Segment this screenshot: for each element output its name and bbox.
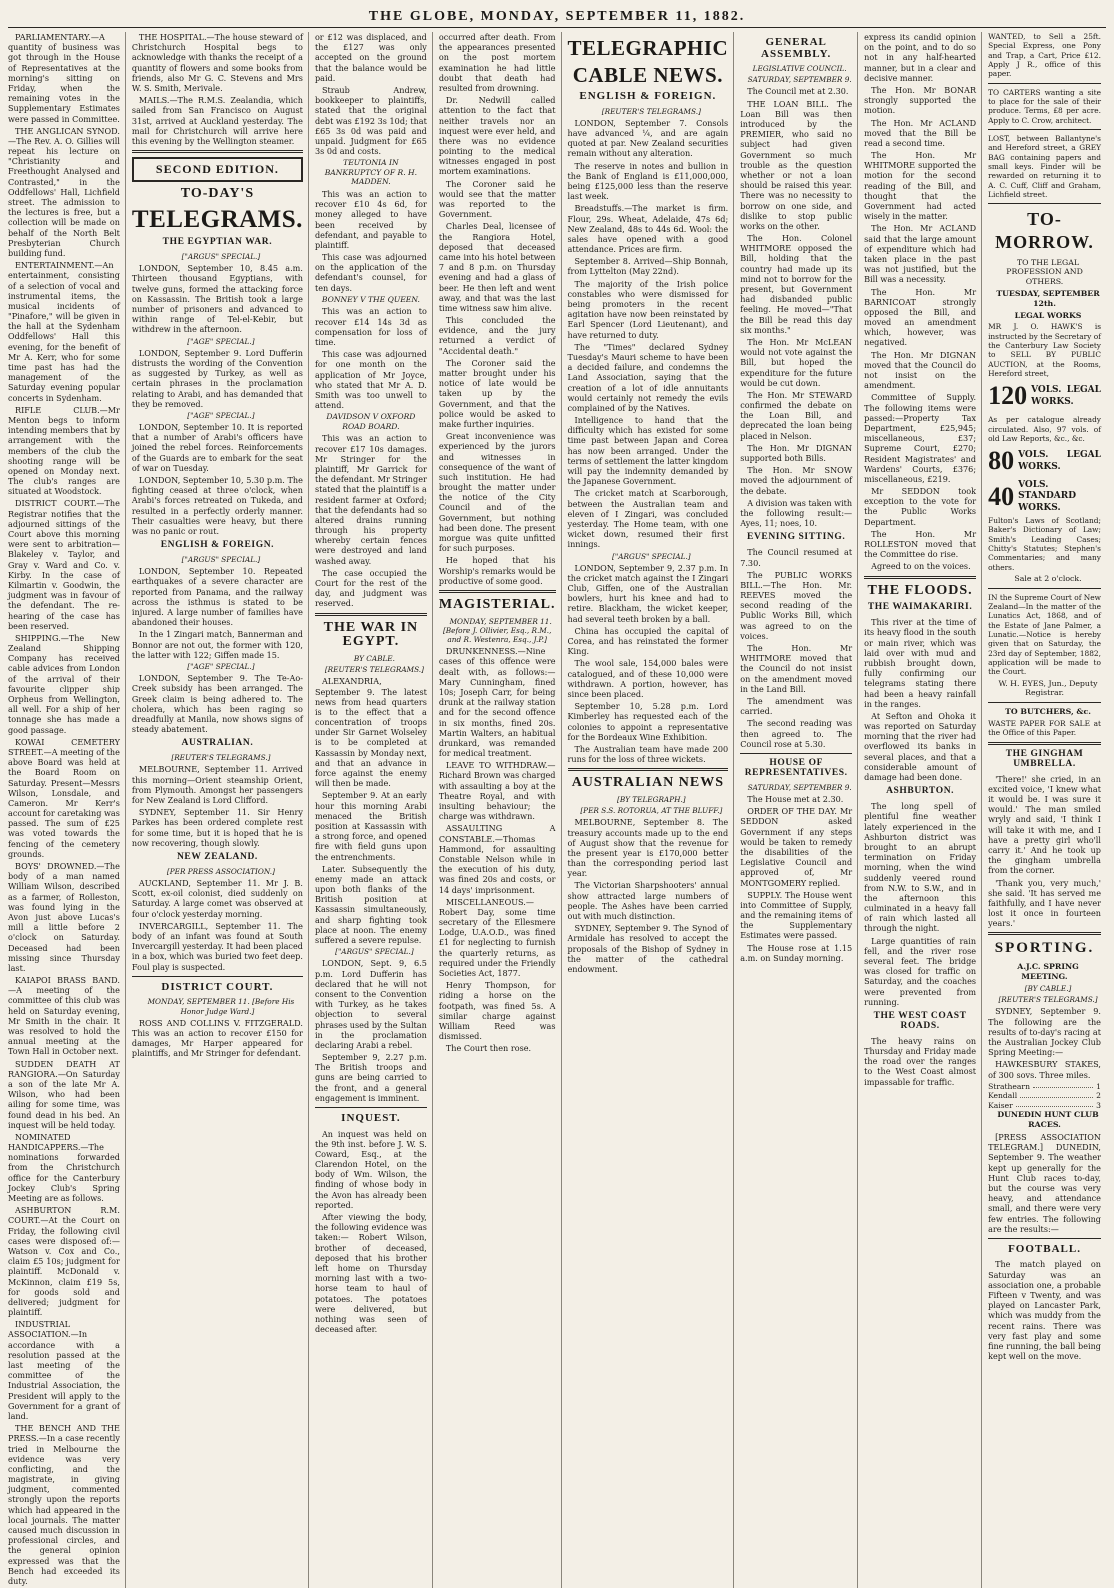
court-subtitle: MONDAY, SEPTEMBER 11. [Before His Honor Judge Ward.] <box>147 997 295 1016</box>
english-foreign-heading: ENGLISH & FOREIGN. <box>160 540 275 551</box>
news-paragraph: Breadstuffs.—The market is firm. Flour, 29s. Wheat, Adelaide, 47s 6d; New Zealand, 48s to 44s 6d. Wool: the sales have opened with a good attendance. Prices are firm. <box>567 203 729 255</box>
news-paragraph: LONDON, September 9, 2.37 p.m. In the cricket match against the I Zingari Club, Giffen, one of the Australian bowlers, hurt his knee and had to retire. Blackham, the wicket keeper, had several teeth broken by a ball. <box>567 562 729 624</box>
news-paragraph: The Council resumed at 7.30. <box>740 547 853 568</box>
news-paragraph: This was an action to recover £17 10s damages. Mr Stringer for the plaintiff, Mr Garrick for the defendant. Mr Stringer stated that the plaintiff is a resident farmer at Oxford; that the defendants had so altered drains running through his property whereby certain fences were destroyed and land washed away. <box>314 433 427 566</box>
news-paragraph: The Hon. Mr ACLAND moved that the Bill be read a second time. <box>864 117 977 148</box>
lot-count: 40 <box>988 481 1015 511</box>
news-paragraph: MELBOURNE, September 11. Arrived this morning—Orient steamship Orient, from Plymouth. Amongst her passengers for New Zealand is Lord Clifford. <box>131 764 303 806</box>
news-paragraph: This was an action to recover £14 14s 3d as compensation for loss of time. <box>314 306 427 347</box>
divider <box>988 588 1101 589</box>
news-paragraph: MISCELLANEOUS.—Robert Day, some time secretary of the Ellesmere Lodge, U.A.O.D., was fined £1 for neglecting to furnish the quarterly returns, as required under the Friendly Societies Act, 1877. <box>438 896 556 978</box>
classified-ad: LOST, between Ballantyne's and Hereford street, a GREY BAG containing papers and small keys. Finder will be rewarded on returning it to A. C. Cuff, Cliff and Graham, Lichfield street. <box>988 133 1101 199</box>
cable-news-heading: CABLE NEWS. <box>572 63 723 88</box>
news-paragraph: LONDON, September 7. Consols have advanced ¼, and are again quoted at par. New Zealand securities remain without any alteration. <box>567 117 729 159</box>
divider <box>988 1238 1101 1239</box>
news-paragraph: [PRESS ASSOCIATION TELEGRAM.] DUNEDIN, September 9. The weather kept up generally for the Hunt Club races to-day, but the course was very heavy, and attendance small, and there were very few entries. The following are the results:— <box>988 1132 1101 1234</box>
divider <box>988 129 1101 130</box>
auction-notice: Fulton's Laws of Scotland; Baker's Dictionary of Law; Smith's Leading Cases; Chitty's Statutes; Stephen's Commentaries; and many others. <box>988 515 1101 572</box>
column-6 <box>740 32 858 1588</box>
evening-sitting-heading: EVENING SITTING. <box>747 532 846 543</box>
news-paragraph: or £12 was displaced, and the £127 was only accepted on the ground that the balance would be paid. <box>314 32 427 83</box>
news-paragraph: NOMINATED HANDICAPPERS.—The nominations forwarded from the Christchurch office for the Canterbury Jockey Club's Spring Meeting are as follows. <box>8 1131 120 1203</box>
news-paragraph: The heavy rains on Thursday and Friday made the road over the ranges to the West Coast almost impassable for traffic. <box>864 1035 977 1087</box>
general-assembly-heading: GENERAL ASSEMBLY. <box>761 36 832 60</box>
news-paragraph: This case was adjourned on the application of the defendant's counsel, for ten days. <box>314 252 427 293</box>
news-paragraph: The House rose at 1.15 a.m. on Sunday morning. <box>740 942 853 963</box>
source-tag: [PER S.S. ROTORUA, AT THE BLUFF.] <box>580 806 723 816</box>
news-paragraph: The Hon. Mr DIGNAN supported both Bills. <box>740 442 853 464</box>
news-paragraph: At Sefton and Ohoka it was reported on Saturday morning that the river had overflowed its banks in several places, and that a considerable amount of damage had been done. <box>864 710 977 783</box>
news-paragraph: Great inconvenience was experienced by the jurors and witnesses in consequence of the want of such institution. He had brought the matter under the notice of the City Council and of the Government, but nothing had been done. The present morgue was quite unfitted for such purposes. <box>438 431 556 554</box>
source-tag: ["AGE" SPECIAL.] <box>187 336 255 346</box>
source-tag: BY CABLE. <box>353 653 395 663</box>
news-paragraph: 'There!' she cried, in an excited voice, 'I knew what it would be. I was sure it would.' The man smiled wryly and said, 'I think I will take it with me, and I have a pretty girl who'll carry it.' And he took up the gingham umbrella from the corner. <box>988 773 1101 876</box>
divider <box>132 976 303 977</box>
lot-label: VOLS. LEGAL WORKS. <box>1018 450 1101 472</box>
news-paragraph: The reserve in notes and bullion in the Bank of England is £11,000,000, being £125,000 less than the reserve last week. <box>567 160 729 202</box>
divider <box>568 768 729 771</box>
magisterial-heading: MAGISTERIAL. <box>438 596 556 612</box>
news-paragraph: SYDNEY, September 9. The Synod of Armidale has resolved to accept the proposals of the Bishop of Sydney in the matter of the cathedral endowment. <box>567 923 729 974</box>
house-of-representatives-heading: HOUSE OF REPRESENTATIVES. <box>744 757 848 778</box>
news-paragraph: The Hon. Mr SNOW moved the adjournment of the debate. <box>740 465 853 496</box>
news-paragraph: Mr SEDDON took exception to the vote for the Public Works Department. <box>864 486 977 527</box>
source-tag: [REUTER'S TELEGRAMS.] <box>171 753 271 763</box>
news-paragraph: The Hon. Mr BARNICOAT strongly opposed the Bill, and moved an amendment which, however, was negatived. <box>864 286 977 348</box>
divider <box>315 613 427 616</box>
source-tag: [REUTER'S TELEGRAMS.] <box>998 995 1098 1005</box>
divider <box>864 576 976 579</box>
west-coast-roads-heading: THE WEST COAST ROADS. <box>873 1010 967 1031</box>
news-paragraph: The second reading was then agreed to. The Council rose at 5.30. <box>740 718 853 749</box>
news-paragraph: The Coroner said he would see that the matter was reported to the Government. <box>438 178 556 220</box>
news-paragraph: The case occupied the Court for the rest of the day, and judgment was reserved. <box>314 567 427 609</box>
placing: 1 <box>1096 1081 1101 1091</box>
waimakariri-heading: THE WAIMAKARIRI. <box>867 602 973 613</box>
news-paragraph: SUDDEN DEATH AT RANGIORA.—On Saturday a son of the late Mr A. Wilson, who had been ailing for some time, was found dead in his bed. An inquest will be held today. <box>8 1058 120 1130</box>
source-tag: [REUTER'S TELEGRAMS.] <box>324 665 424 675</box>
news-paragraph: ROSS AND COLLINS V. FITZGERALD. This was an action to recover £150 for damages, Mr Harper appeared for plaintiffs, and Mr Stringer for defendant. <box>131 1017 303 1059</box>
news-paragraph: The Hon. Colonel WHITMORE opposed the Bill, holding that the country had made up its mind not to borrow for the present, but Government had disbanded public feeling. He moved—"That the Bill be read this day six months." <box>740 233 853 335</box>
news-paragraph: ASHBURTON R.M. COURT.—At the Court on Friday, the following civil cases were disposed of:—Watson v. Cox and Co., claim £5 10s; judgment for plaintiff. McDonald v. McKinnon, claim £19 5s, for goods sold and delivered; judgment for plaintiff. <box>8 1205 120 1318</box>
case-title: TEUTONIA IN BANKRUPTCY OF R. H. MADDEN. <box>324 158 418 187</box>
lot-row <box>988 445 1101 478</box>
horse-name: Strathearn <box>988 1081 1030 1091</box>
auction-notice: As per catalogue already circulated. Also, 97 vols. of old Law Reports, &c., &c. <box>988 415 1101 443</box>
news-paragraph: LONDON, Sept. 9, 6.5 p.m. Lord Dufferin has declared that he will not consent to the Convention with Turkey, as he takes objection to several phrases used by the Sultan in the proclamation declaring Arabi a rebel. <box>314 958 427 1050</box>
divider <box>315 1107 427 1108</box>
news-paragraph: The Hon. Mr ROLLESTON moved that the Committee do rise. <box>864 528 977 560</box>
news-paragraph: HAWKESBURY STAKES, of 300 sovs. Three miles. <box>988 1059 1101 1080</box>
horse-name: Kendall <box>988 1091 1018 1101</box>
divider <box>988 83 1101 84</box>
inquest-heading: INQUEST. <box>341 1112 401 1124</box>
news-paragraph: The long spell of plentiful fine weather lately experienced in the Ashburton district was brought to an abrupt termination on Friday morning, when the wind suddenly veered round from N.W. to S.W., and in the afternoon this culminated in a heavy fall of rain which lasted all through the night. <box>864 801 977 934</box>
news-paragraph: The cricket match at Scarborough, between the Australian team and eleven of I Zingari, was concluded yesterday. The Home team, with one wicket down, resumed their first innings. <box>567 488 729 550</box>
news-paragraph: The Hon. Mr WHITMORE supported the motion for the second reading of the Bill, and thought that the Government had acted wisely in the matter. <box>864 150 977 222</box>
divider <box>132 150 303 153</box>
source-tag: ["AGE" SPECIAL.] <box>187 661 255 671</box>
news-paragraph: ORDER OF THE DAY. Mr SEDDON asked Government if any steps would be taken to remedy the disabilities of the Legislative Council and approved of, Mr MONTGOMERY replied. <box>740 806 853 888</box>
news-paragraph: DRUNKENNESS.—Nine cases of this offence were dealt with, as follows:—Mary Cunningham, fined 10s; Joseph Carr, for being drunk at the railway station and for the second offence in six months, fined 20s. Martin Walters, an habitual drunkard, was remanded for medical treatment. <box>438 646 556 759</box>
ad-line: W. H. EYES, Jun., Deputy Registrar. <box>998 678 1098 698</box>
news-paragraph: INDUSTRIAL ASSOCIATION.—In accordance with a resolution passed at the last meeting of the committee of the Industrial Association, the President will apply to the Government for a grant of land. <box>8 1319 120 1421</box>
ad-line: TUESDAY, SEPTEMBER 12th. <box>996 289 1100 308</box>
news-paragraph: THE LOAN BILL. The Loan Bill was then introduced by the PREMIER, who said no subject had given Government so much trouble as the question whether or not a loan should be raised this year. There was no necessity to borrow on one side, and dislike to stop public works on the other. <box>740 98 853 231</box>
news-paragraph: This was an action to recover £10 4s 6d, for money alleged to have been received by defendant, and payable to plaintiff. <box>314 188 427 250</box>
ad-line: A.J.C. SPRING MEETING. <box>1017 962 1079 982</box>
news-paragraph: SYDNEY, September 11. Sir Henry Parkes has been ordered complete rest for some time, but it is hoped that he is now recovering, though slowly. <box>131 807 303 848</box>
source-tag: ["AGE" SPECIAL.] <box>187 410 255 420</box>
source-tag: [PER PRESS ASSOCIATION.] <box>166 866 275 876</box>
divider <box>439 590 556 593</box>
news-paragraph: The Australian team have made 200 runs for the loss of three wickets. <box>567 743 729 765</box>
news-paragraph: The Victorian Sharpshooters' annual show attracted large numbers of people. The Ashes have been carried out with much distinction. <box>567 880 729 922</box>
divider <box>988 203 1101 204</box>
news-paragraph: MELBOURNE, September 8. The treasury accounts made up to the end of August show that the revenue for the present year is £170,000 better than the corresponding period last year. <box>567 817 729 879</box>
case-title: BONNEY V THE QUEEN. <box>321 294 420 304</box>
news-paragraph: occurred after death. From the appearances presented on the post mortem examination he had little doubt that death had resulted from drowning. <box>438 32 556 93</box>
divider <box>988 932 1101 935</box>
court-subtitle: MONDAY, SEPTEMBER 11. [Before J. Ollivier, Esq., R.M., and R. Westenra, Esq., J.P.] <box>442 616 552 644</box>
news-paragraph: This case was adjourned for one month on the application of Mr Joyce, who stated that Mr A. D. Smith was too unwell to attend. <box>314 349 427 411</box>
news-paragraph: LONDON, September 10, 8.45 a.m. Thirteen thousand Egyptians, with twelve guns, formed the attacking force on Kassassin. The British took a large number of prisoners and advanced to within range of Tel-el-Kebir, but withdrew in the afternoon. <box>131 263 303 335</box>
district-court-heading: DISTRICT COURT. <box>161 980 274 993</box>
news-paragraph: A division was taken with the following result:—Ayes, 11; noes, 10. <box>740 497 853 529</box>
news-paragraph: SUPPLY. The House went into Committee of Supply, and the remaining items of the Supplementary Estimates were passed. <box>740 889 853 941</box>
lot-label: VOLS. LEGAL WORKS. <box>1031 385 1101 407</box>
news-paragraph: September 10, 5.28 p.m. Lord Kimberley has requested each of the colonies to appoint a representative for the Bordeaux Wine Exhibition. <box>567 701 729 742</box>
news-paragraph: The "Times" declared Sydney Tuesday's Mauri scheme to have been a decided failure, and condemns the Land Association, saying that the creation of a lot of idle annuitants would certainly not remedy the evils complained of by the Natives. <box>567 341 729 413</box>
news-paragraph: The Hon. Mr STEWARD confirmed the debate on the Loan Bill, and deprecated the loan being placed in Nelson. <box>740 389 853 441</box>
ad-line: LEGAL WORKS <box>1014 310 1082 320</box>
news-paragraph: The Coroner said the matter brought under his notice of late would be taken up by the Government, and that the police would be asked to make further inquiries. <box>438 357 556 429</box>
lot-row <box>988 480 1101 514</box>
section-date: SATURDAY, SEPTEMBER 9. <box>747 782 852 792</box>
race-result-row <box>988 1082 1101 1092</box>
football-heading: FOOTBALL. <box>1008 1242 1081 1255</box>
news-paragraph: Committee of Supply. The following items were passed:—Property Tax Department, £25,945; miscellaneous, £37; Supreme Court, £270; Resident Magistrates' and Wardens' Courts, £376; miscellaneous, £219. <box>864 392 977 484</box>
news-paragraph: Agreed to on the voices. <box>871 561 971 572</box>
source-tag: [BY CABLE.] <box>1024 984 1072 993</box>
news-paragraph: Charles Deal, licensee of the Rangiora Hotel, deposed that deceased came into his hotel between 7 and 8 p.m. on Thursday evening and had a glass of beer. He then left and went away, and that was the last time witness saw him alive. <box>438 221 556 313</box>
news-paragraph: The wool sale, 154,000 bales were catalogued, and of these 10,000 were withdrawn. A portion, however, has since been placed. <box>567 658 729 699</box>
news-paragraph: THE ANGLICAN SYNOD.—The Rev. A. O. Gillies will repeat his lecture on "Christianity and Freethought Analysed and Contrasted," in the Oddfellows' Hall, Lichfield street. The admission to the lectures is free, but a collection will be made on behalf of the North Belt Presbyterian Church building fund. <box>8 125 120 258</box>
column-5 <box>568 32 735 1588</box>
news-paragraph: express its candid opinion on the point, and to do so not in any half-hearted manner, but in a clear and decisive manner. <box>864 32 977 83</box>
source-tag: [REUTER'S TELEGRAMS.] <box>601 106 701 116</box>
egyptian-war-heading: THE EGYPTIAN WAR. <box>162 237 273 248</box>
todays-heading: TO-DAY'S <box>180 186 255 202</box>
ad-line: DUNEDIN HUNT CLUB RACES. <box>997 1110 1099 1130</box>
classified-ad: WANTED, to Sell a 25ft. Special Express, one Pony and Trap, a Cart, Price £12. Apply J R., office of this paper. <box>988 32 1101 79</box>
lot-count: 120 <box>988 381 1028 411</box>
news-paragraph: LONDON, September 10, 5.30 p.m. The fighting ceased at three o'clock, when Arabi's forces retreated on Tukeda, and resulted in a perfectly orderly manner. Their casualties were heavy, but there was no panic or rout. <box>131 475 303 536</box>
news-paragraph: LONDON, September 9. The Te-Ao-Creek subsidy has been arranged. The Greek claim is being adhered to. The cholera, which has been raging so dreadfully at Manila, now shows signs of steady abatement. <box>131 673 303 735</box>
tomorrow-heading: TO-MORROW. <box>995 209 1094 252</box>
news-paragraph: The Hon. Mr DIGNAN moved that the Council do not insist on the amendment. <box>864 349 977 391</box>
news-paragraph: Later. Subsequently the enemy made an attack upon both flanks of the British position at Kassassin simultaneously, and sharp fighting took place at noon. The enemy suffered a severe repulse. <box>314 863 427 945</box>
gingham-heading: THE GINGHAM UMBRELLA. <box>1005 748 1084 769</box>
placing: 2 <box>1096 1091 1101 1101</box>
source-tag: ["ARGUS" SPECIAL.] <box>181 555 261 565</box>
column-7 <box>864 32 982 1588</box>
divider <box>988 702 1101 703</box>
news-paragraph: RIFLE CLUB.—Mr Menton begs to inform intending members that by arrangement with the members of the club the shooting range will be opened on Monday next. The club's ranges are situated at Woodstock. <box>8 404 120 497</box>
news-paragraph: The Court then rose. <box>445 1043 532 1054</box>
news-paragraph: KAIAPOI BRASS BAND.—A meeting of the committee of this club was held on Saturday evening, Mr Smith in the chair. It was resolved to hold the annual meeting at the Town Hall in October next. <box>8 975 120 1057</box>
news-paragraph: 'Thank you, very much,' she said. 'It has served me faithfully, and I have never lost it once in fourteen years.' <box>988 877 1101 929</box>
news-paragraph: Henry Thompson, for riding a horse on the footpath, was fined 5s. A similar charge against William Reed was dismissed. <box>438 980 556 1042</box>
news-paragraph: The Hon. Mr McLEAN would not vote against the Bill, but hoped the expenditure for the future would be cut down. <box>740 336 853 388</box>
ashburton-heading: ASHBURTON. <box>886 786 955 797</box>
new-zealand-heading: NEW ZEALAND. <box>176 851 258 862</box>
news-paragraph: THE HOSPITAL.—The house steward of Christchurch Hospital begs to acknowledge with thanks the receipt of a quantity of flowers and some books from friends, also Mr G. C. Stevens and Mrs W. S. Smith, Merivale. <box>131 32 303 93</box>
second-edition-title: SECOND EDITION. <box>132 157 303 182</box>
source-tag: [BY TELEGRAPH.] <box>617 794 686 804</box>
news-paragraph: INVERCARGILL, September 11. The body of an infant was found at South Invercargill yesterday. It had been placed in a box, which was buried two feet deep. Foul play is suspected. <box>131 920 303 972</box>
news-paragraph: BOYS' DROWNED.—The body of a man named William Wilson, described as a farmer, of Rolleston, was found lying in the Avon just above Lucas's mill a little before 2 o'clock on Saturday. Deceased had been missing since Thursday last. <box>8 861 120 973</box>
leader-dots <box>1033 1082 1093 1089</box>
auction-notice: MR J. O. HAWK'S is instructed by the Secretary of the Canterbury Law Society to SELL BY PUBLIC AUCTION, at the Rooms, Hereford street, <box>988 322 1101 379</box>
news-paragraph: The Council met at 2.30. <box>747 86 849 97</box>
source-tag: ["ARGUS" SPECIAL.] <box>335 947 414 957</box>
news-paragraph: China has occupied the capital of Corea, and has reinstated the former King. <box>567 625 729 657</box>
source-tag: ["ARGUS" SPECIAL.] <box>612 551 691 561</box>
columns <box>8 32 1106 1586</box>
ad-line: Sale at 2 o'clock. <box>1014 573 1082 583</box>
column-8 <box>988 32 1106 1588</box>
section-subtitle: LEGISLATIVE COUNCIL. <box>752 64 847 74</box>
war-in-egypt-heading: THE WAR IN EGYPT. <box>323 619 419 650</box>
news-paragraph: AUCKLAND, September 11. Mr J. B. Scott, ex-oil colonist, died suddenly on Saturday. A large comet was observed at four o'clock yesterday morning. <box>131 878 303 919</box>
australian-heading: AUSTRALIAN. <box>181 738 254 749</box>
news-paragraph: Dr. Nedwill called attention to the fact that neither travels nor an inquest were ever held, and there was no evidence pointing to the medical witnesses engaged in post mortem examinations. <box>438 95 556 177</box>
ad-line: TO THE LEGAL PROFESSION AND OTHERS. <box>1006 257 1083 287</box>
news-paragraph: ENTERTAINMENT.—An entertainment, consisting of a selection of vocal and instrumental items, the musical incidents of "Pinafore," will be given in the hall at the Sydenham Oddfellows' Hall this evening, for the benefit of Mr A. Kerr, who for some time past has had the management of the Saturday evening popular concerts in Sydenham. <box>8 260 120 403</box>
news-paragraph: This concluded the evidence, and the jury returned a verdict of "Accidental death." <box>438 315 556 356</box>
classified-ad: WASTE PAPER FOR SALE at the Office of this Paper. <box>988 719 1101 738</box>
news-paragraph: SHIPPING.—The New Zealand Shipping Company has received cable advices from London of the arrival of their favourite clipper ship Orpheus from Wellington, all well. For a ship of her tonnage she has made a good passage. <box>8 632 120 735</box>
ad-line: TO BUTCHERS, &c. <box>1005 707 1091 717</box>
news-paragraph: The Hon. Mr ACLAND said that the large amount of expenditure which had taken place in the past was not justified, but the Bill was a necessity. <box>864 223 977 285</box>
australian-news-heading: AUSTRALIAN NEWS <box>571 775 724 791</box>
news-paragraph: The House met at 2.30. <box>747 794 844 804</box>
column-3 <box>315 32 433 1588</box>
news-paragraph: SYDNEY, September 9. The following are the results of to-day's racing at the Australian Jockey Club Spring Meeting:— <box>988 1006 1101 1058</box>
leader-dots <box>1020 1091 1093 1098</box>
placing: 3 <box>1096 1100 1101 1110</box>
news-paragraph: LEAVE TO WITHDRAW.—Richard Brown was charged with assaulting a boy at the Theatre Royal, and with insulting behaviour; the charge was withdrawn. <box>438 760 556 822</box>
news-paragraph: LONDON, September 9. Lord Dufferin distrusts the wording of the Convention as suggested by Turkey, as well as certain phrases in the proclamation relating to Arabi, and has demanded that they be removed. <box>131 347 303 409</box>
leader-dots <box>1016 1101 1093 1108</box>
news-paragraph: The majority of the Irish police constables who were dismissed for being promoters in the recent agitation have now been reinstated by Earl Spencer (Lord Lieutenant), and have returned to duty. <box>567 278 729 340</box>
news-paragraph: An inquest was held on the 9th inst. before J. W. S. Coward, Esq., at the Clarendon Hotel, on the body of Wm. Wilson, the finding of whose body in the Avon has already been reported. <box>314 1128 427 1210</box>
source-tag: ["ARGUS" SPECIAL.] <box>181 252 261 262</box>
masthead-title: THE GLOBE, MONDAY, SEPTEMBER 11, 1882. <box>8 6 1106 28</box>
divider <box>988 742 1101 745</box>
column-1 <box>8 32 126 1588</box>
news-paragraph: This river at the time of its heavy flood in the south or main river, which was laid over with mud and rubbish brought down, fully confirming our telegrams stating there had been a heavy rainfall in the ranges. <box>864 617 977 709</box>
column-4 <box>439 32 562 1588</box>
news-paragraph: ALEXANDRIA, September 9. The latest news from head quarters is to the effect that a concentration of troops under Sir Garnet Wolseley is to be completed at Kassassin by Monday next, and that an advance in force against the enemy will then be made. <box>314 676 427 789</box>
news-paragraph: After viewing the body, the following evidence was taken:— Robert Wilson, brother of deceased, deposed that his brother left home on Thursday morning last with a two-horse team to haul of potatoes. The potatoes were delivered, but nothing was seen of deceased after. <box>314 1212 427 1335</box>
race-result-row <box>988 1091 1101 1101</box>
sporting-heading: SPORTING. <box>994 940 1095 957</box>
news-paragraph: The match played on Saturday was an association one, a probable Fifteen v Twenty, and was played on Lancaster Park, which was muddy from the recent rains. There was very fast play and some fine running, the ball being kept well on the move. <box>988 1259 1101 1362</box>
floods-heading: THE FLOODS. <box>867 582 973 598</box>
english-foreign-heading: ENGLISH & FOREIGN. <box>579 90 717 103</box>
case-title: DAVIDSON V OXFORD ROAD BOARD. <box>326 412 416 431</box>
news-paragraph: The amendment was carried. <box>740 695 853 717</box>
lot-row <box>988 380 1101 413</box>
news-paragraph: LONDON, September 10. Repeated earthquakes of a severe character are reported from Panama, and the railway across the isthmus is stated to be injured. A large number of families have abandoned their houses. <box>131 566 303 628</box>
news-paragraph: September 8. Arrived—Ship Bonnah, from Lyttelton (May 22nd). <box>567 256 729 277</box>
telegrams-heading: TELEGRAMS. <box>131 205 303 233</box>
classified-ad: TO CARTERS wanting a site to place for the sale of their produce. Terms, £8 per acre. Apply to C. Crow, architect. <box>988 87 1101 125</box>
legal-notice: IN the Supreme Court of New Zealand—In the matter of the Lunatics Act, 1868, and of the Estate of Jane Palmer, a Lunatic.—Notice is hereby given that on Saturday, the 23rd day of September, 1882, application will be made to the Court. <box>988 592 1101 677</box>
news-paragraph: DISTRICT COURT.—The Registrar notifies that the adjourned sittings of the Court above this morning were sent to arbitration—Blakeley v. Taylor, and Gray v. Ward and Co. v. Kirby. In the case of Kilmartin v. Goodwin, the judgment was in favour of the defendant. The re-hearing of the case has been reserved. <box>8 498 120 631</box>
column-2 <box>132 32 309 1588</box>
divider <box>740 753 852 754</box>
lot-label: VOLS. STANDARD WORKS. <box>1018 479 1077 513</box>
news-paragraph: The PUBLIC WORKS BILL.—The Hon. Mr. REEVES moved the second reading of the Public Works Bill, which was agreed to on the voices. <box>740 569 853 641</box>
news-paragraph: THE BENCH AND THE PRESS.—In a case recently tried in Melbourne the evidence was very conflicting, and the magistrate, in giving judgment, commented strongly upon the reports which had appeared in the local journals. The matter caused much discussion in professional circles, and the general opinion expressed was that the Bench had exceeded its duty. <box>8 1423 120 1586</box>
news-paragraph: The Hon. Mr WHITMORE moved that the Council do not insist on the amendment moved in the Land Bill. <box>740 643 853 694</box>
news-paragraph: LONDON, September 10. It is reported that a number of Arabi's officers have joined the rebel forces. Reinforcements of the Guards are to embark for the seat of war on Tuesday. <box>131 422 303 473</box>
news-paragraph: ASSAULTING A CONSTABLE.—Thomas Hammond, for assaulting Constable Nelson while in the execution of his duty, was fined 20s and costs, or 14 days' imprisonment. <box>438 823 556 895</box>
horse-name: Kaiser <box>988 1100 1013 1110</box>
news-paragraph: Large quantities of rain fell, and the river rose several feet. The bridge was closed for traffic on Saturday, and the coaches were prevented from running. <box>864 935 977 1007</box>
news-paragraph: He hoped that his Worship's remarks would be productive of some good. <box>438 555 556 586</box>
telegraphic-heading: TELEGRAPHIC <box>567 36 729 60</box>
news-paragraph: September 9. At an early hour this morning Arabi menaced the British position at Kassassin with a strong force, and opened fire with field guns upon the entrenchments. <box>314 790 427 862</box>
news-paragraph: Straub Andrew, bookkeeper to plaintiffs, stated that the original debt was £192 3s 10d; that £65 3s 0d was paid and unpaid. Judgment for £65 3s 0d and costs. <box>314 84 427 157</box>
news-paragraph: PARLIAMENTARY.—A quantity of business was got through in the House of Representatives at the morning's sitting on Friday, when the remaining votes in the Supplementary Estimates were passed in Committee. <box>8 32 120 124</box>
lot-count: 80 <box>988 446 1015 476</box>
news-paragraph: The Hon. Mr BONAR strongly supported the motion. <box>864 84 977 116</box>
news-paragraph: KOWAI CEMETERY STREET.—A meeting of the above Board was held at the Board Room on Saturday. Present—Messrs Wilson, Lonsdale, and Cameron. Mr Kerr's account for caretaking was passed. The sum of £25 was voted towards the fencing of the cemetery grounds. <box>8 736 120 859</box>
news-paragraph: Intelligence to hand that the difficulty which has existed for some time past between Japan and Corea has now been arranged. Under the terms of settlement the latter kingdom will pay the indemnity demanded by the Japanese Government. <box>567 415 729 487</box>
race-result-row <box>988 1101 1101 1111</box>
news-paragraph: In the 1 Zingari match, Bannerman and Bonnor are not out, the former with 120, the latter with 122; Giffen made 15. <box>131 629 303 660</box>
news-paragraph: MAILS.—The R.M.S. Zealandia, which sailed from San Francisco on August 31st, arrived at Auckland yesterday. The mail for Christchurch will arrive here this evening by the Wellington steamer. <box>131 95 303 146</box>
section-date: SATURDAY, SEPTEMBER 9. <box>747 75 852 85</box>
news-paragraph: September 9, 2.27 p.m. The British troops and guns are being carried to the front, and a general engagement is imminent. <box>314 1052 427 1103</box>
